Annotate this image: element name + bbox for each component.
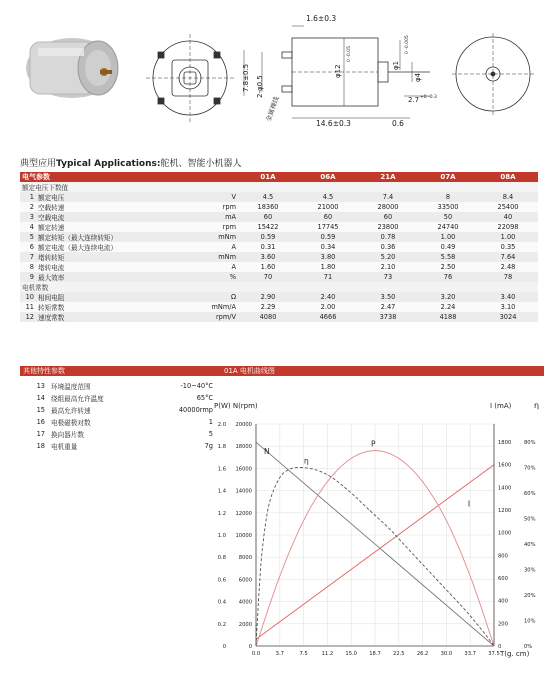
row-parameter: 堵转转矩 xyxy=(36,252,196,262)
other-name: 电极磁极对数 xyxy=(51,419,91,427)
row-value: 25400 xyxy=(478,202,538,212)
section-rated-label: 额定电压下数值 xyxy=(20,182,538,192)
x-tick-label: 15.0 xyxy=(345,651,357,657)
eff-tick-label: 60% xyxy=(524,491,536,497)
model-07a: 07A xyxy=(418,172,478,182)
dim-phi12: φ12 xyxy=(334,64,342,78)
dim-7-8: 7.8±0.5 xyxy=(242,63,250,92)
table-row xyxy=(20,242,538,252)
row-value: 0.31 xyxy=(238,242,298,252)
row-value: 1.00 xyxy=(418,232,478,242)
motor-photo xyxy=(26,38,118,98)
list-item xyxy=(28,440,216,452)
table-row xyxy=(20,202,538,212)
row-value: 4666 xyxy=(298,312,358,322)
row-unit: A xyxy=(196,242,238,252)
row-parameter: 空载转速 xyxy=(36,202,196,212)
row-value: 2.00 xyxy=(298,302,358,312)
row-value: 8 xyxy=(418,192,478,202)
y-tick-label-p: 1.0 xyxy=(217,533,226,539)
row-parameter: 额定电流（最大连续电流） xyxy=(36,242,196,252)
x-tick-label: 33.7 xyxy=(464,651,476,657)
dim-phi12-tol: 0 -0.05 xyxy=(347,46,352,62)
y-tick-label: 0 xyxy=(248,644,252,650)
other-val: -10~40°C xyxy=(180,382,213,390)
row-value: 2.10 xyxy=(358,262,418,272)
y-tick-label: 2000 xyxy=(238,621,252,628)
row-value: 33500 xyxy=(418,202,478,212)
model-06a: 06A xyxy=(298,172,358,182)
row-unit: Ω xyxy=(196,292,238,302)
row-unit: mNm/A xyxy=(196,302,238,312)
row-value: 1.60 xyxy=(238,262,298,272)
row-value: 0.36 xyxy=(358,242,418,252)
y-tick-label-p: 0.4 xyxy=(217,599,226,606)
list-item xyxy=(28,380,216,392)
other-val: 65°C xyxy=(196,394,213,402)
current-tick-label: 1600 xyxy=(498,462,512,469)
eff-tick-label: 80% xyxy=(524,440,536,446)
table-row xyxy=(20,302,538,312)
series-label: P xyxy=(371,439,376,449)
section-constants xyxy=(20,282,538,292)
y-tick-label: 4000 xyxy=(238,599,252,606)
row-number: 8 xyxy=(20,262,36,272)
row-unit: mA xyxy=(196,212,238,222)
other-n: 16 xyxy=(36,418,45,426)
y-tick-label-p: 0.8 xyxy=(217,555,226,562)
dim-2-7: 2.7 xyxy=(408,96,420,104)
x-tick-label: 18.7 xyxy=(369,651,381,657)
row-number: 5 xyxy=(20,232,36,242)
row-value: 28000 xyxy=(358,202,418,212)
row-value: 73 xyxy=(358,272,418,282)
y-tick-label-p: 1.8 xyxy=(217,444,226,451)
eff-axis-label: η xyxy=(534,401,540,410)
table-row xyxy=(20,252,538,262)
row-value: 17745 xyxy=(298,222,358,232)
other-n: 17 xyxy=(36,430,45,438)
row-parameter: 转矩常数 xyxy=(36,302,196,312)
row-number: 9 xyxy=(20,272,36,282)
eff-tick-label: 0% xyxy=(524,644,533,650)
y-tick-label: 6000 xyxy=(238,577,252,584)
motor-curve-chart xyxy=(210,396,560,674)
other-params-table xyxy=(28,380,216,452)
motor-drawings xyxy=(0,0,560,150)
section-rated xyxy=(20,182,538,192)
row-value: 2.47 xyxy=(358,302,418,312)
section-constants-label: 电机常数 xyxy=(20,282,538,292)
front-view-drawing xyxy=(146,34,234,122)
list-item xyxy=(28,404,216,416)
other-val: 40000rmp xyxy=(178,406,213,414)
applications-items: 舵机、智能小机器人 xyxy=(160,159,242,169)
y-tick-label-p: 1.6 xyxy=(217,466,226,473)
x-tick-label: 30.0 xyxy=(440,651,453,657)
eff-tick-label: 50% xyxy=(524,516,536,523)
y-tick-label-p: 0 xyxy=(222,644,226,650)
dim-phi1-tol: 0 -0.005 xyxy=(405,35,410,54)
row-value: 2.48 xyxy=(478,262,538,272)
left-axis-label: P(W) N(rpm) xyxy=(214,402,258,410)
row-unit: A xyxy=(196,262,238,272)
row-value: 60 xyxy=(358,212,418,222)
spec-header-row xyxy=(20,172,538,182)
row-unit: mNm xyxy=(196,252,238,262)
y-tick-label: 14000 xyxy=(235,488,252,495)
other-params-header: 其他特性参数 xyxy=(20,366,219,376)
row-unit: mNm xyxy=(196,232,238,242)
y-tick-label-p: 0.6 xyxy=(217,577,226,584)
row-value: 3.80 xyxy=(298,252,358,262)
row-value: 76 xyxy=(418,272,478,282)
row-value: 3024 xyxy=(478,312,538,322)
row-value: 15422 xyxy=(238,222,298,232)
table-row xyxy=(20,212,538,222)
electrical-spec-table xyxy=(20,172,538,322)
y-tick-label: 10000 xyxy=(235,533,252,539)
eff-tick-label: 70% xyxy=(524,465,536,472)
eff-tick-label: 10% xyxy=(524,618,536,625)
eff-tick-label: 40% xyxy=(524,542,536,548)
rear-view-drawing xyxy=(452,33,534,115)
dim-1-6: 1.6±0.3 xyxy=(306,14,337,23)
current-axis-label: I (mA) xyxy=(490,402,512,410)
model-21a: 21A xyxy=(358,172,418,182)
row-value: 2.29 xyxy=(238,302,298,312)
row-value: 71 xyxy=(298,272,358,282)
x-tick-label: 0.0 xyxy=(251,651,261,657)
x-tick-label: 3.7 xyxy=(275,651,284,657)
row-parameter: 额定电压 xyxy=(36,192,196,202)
row-parameter: 速度常数 xyxy=(36,312,196,322)
row-value: 0.34 xyxy=(298,242,358,252)
row-value: 3.20 xyxy=(418,292,478,302)
row-parameter: 堵转电流 xyxy=(36,262,196,272)
row-value: 78 xyxy=(478,272,538,282)
current-tick-label: 0 xyxy=(498,644,502,650)
row-number: 1 xyxy=(20,192,36,202)
row-unit: rpm/V xyxy=(196,312,238,322)
row-value: 40 xyxy=(478,212,538,222)
row-number: 3 xyxy=(20,212,36,222)
row-value: 2.40 xyxy=(298,292,358,302)
list-item xyxy=(28,416,216,428)
dim-2-7-tol: +0 -0.3 xyxy=(420,95,437,100)
row-value: 60 xyxy=(298,212,358,222)
row-value: 1.80 xyxy=(298,262,358,272)
row-value: 0.59 xyxy=(298,232,358,242)
row-value: 18360 xyxy=(238,202,298,212)
current-tick-label: 1000 xyxy=(498,530,512,537)
current-tick-label: 400 xyxy=(498,598,508,605)
row-value: 5.20 xyxy=(358,252,418,262)
x-axis-label: T(g. cm) xyxy=(500,650,530,658)
list-item xyxy=(28,392,216,404)
row-value: 24740 xyxy=(418,222,478,232)
row-value: 3.50 xyxy=(358,292,418,302)
current-tick-label: 1400 xyxy=(498,485,512,492)
row-number: 12 xyxy=(20,312,36,322)
row-value: 0.49 xyxy=(418,242,478,252)
row-value: 4.5 xyxy=(298,192,358,202)
applications-label: Typical Applications: xyxy=(56,159,161,169)
series-label: N xyxy=(264,447,270,457)
typical-applications xyxy=(20,156,242,169)
row-number: 6 xyxy=(20,242,36,252)
y-tick-label-p: 1.4 xyxy=(217,488,226,495)
row-value: 60 xyxy=(238,212,298,222)
model-01a: 01A xyxy=(238,172,298,182)
y-tick-label: 12000 xyxy=(235,510,252,517)
row-parameter: 额定转矩（最大连续转矩） xyxy=(36,232,196,242)
y-tick-label: 8000 xyxy=(238,555,252,562)
row-value: 8.4 xyxy=(478,192,538,202)
row-value: 2.50 xyxy=(418,262,478,272)
current-tick-label: 600 xyxy=(498,576,508,582)
x-tick-label: 11.2 xyxy=(321,651,334,657)
row-value: 3.40 xyxy=(478,292,538,302)
y-tick-label-p: 1.2 xyxy=(217,510,226,517)
row-value: 2.90 xyxy=(238,292,298,302)
applications-prefix: 典型应用 xyxy=(20,159,57,169)
y-tick-label: 20000 xyxy=(235,422,252,428)
row-unit: rpm xyxy=(196,202,238,212)
table-row xyxy=(20,262,538,272)
row-parameter: 最大效率 xyxy=(36,272,196,282)
row-value: 50 xyxy=(418,212,478,222)
series-label: η xyxy=(304,456,309,466)
spec-header-title: 电气参数 xyxy=(20,172,196,182)
row-value: 70 xyxy=(238,272,298,282)
row-number: 11 xyxy=(20,302,36,312)
row-value: 3738 xyxy=(358,312,418,322)
row-unit: % xyxy=(196,272,238,282)
dim-phi4: φ4 xyxy=(414,72,422,82)
row-value: 23800 xyxy=(358,222,418,232)
other-name: 绕组最高允许温度 xyxy=(51,395,104,403)
row-value: 5.58 xyxy=(418,252,478,262)
dim-0-6: 0.6 xyxy=(392,119,404,128)
table-row xyxy=(20,222,538,232)
dim-14-6: 14.6±0.3 xyxy=(316,119,351,128)
row-value: 4080 xyxy=(238,312,298,322)
other-n: 13 xyxy=(36,382,45,390)
row-value: 3.60 xyxy=(238,252,298,262)
row-value: 0.59 xyxy=(238,232,298,242)
row-number: 4 xyxy=(20,222,36,232)
other-n: 18 xyxy=(36,442,45,450)
x-tick-label: 7.5 xyxy=(299,651,308,657)
other-val: 1 xyxy=(208,418,213,426)
other-name: 换向器片数 xyxy=(51,431,84,439)
row-parameter: 空载电流 xyxy=(36,212,196,222)
dim-phi1: φ1 xyxy=(392,60,400,70)
row-value: 0.35 xyxy=(478,242,538,252)
current-tick-label: 800 xyxy=(498,553,508,560)
row-value: 21000 xyxy=(298,202,358,212)
eff-tick-label: 30% xyxy=(524,567,536,574)
row-value: 2.24 xyxy=(418,302,478,312)
row-parameter: 相间电阻 xyxy=(36,292,196,302)
y-tick-label-p: 2.0 xyxy=(217,422,226,428)
terminal-label: 金属裸线 xyxy=(264,95,281,123)
table-row xyxy=(20,232,538,242)
list-item xyxy=(28,428,216,440)
row-number: 7 xyxy=(20,252,36,262)
other-name: 环境温度范围 xyxy=(51,383,91,391)
other-val: 5 xyxy=(208,430,213,438)
curve-header: 01A 电机曲线图 xyxy=(218,366,544,376)
table-row xyxy=(20,292,538,302)
dim-2-phi: 2-φ0.5 xyxy=(256,75,264,98)
row-value: 7.64 xyxy=(478,252,538,262)
table-row xyxy=(20,272,538,282)
eff-tick-label: 20% xyxy=(524,593,536,599)
row-value: 0.78 xyxy=(358,232,418,242)
current-tick-label: 200 xyxy=(498,621,508,628)
other-name: 电机重量 xyxy=(51,443,78,451)
row-parameter: 额定转速 xyxy=(36,222,196,232)
row-value: 7.4 xyxy=(358,192,418,202)
row-value: 4188 xyxy=(418,312,478,322)
x-tick-label: 22.5 xyxy=(393,651,405,657)
series-label: I xyxy=(467,499,471,509)
row-value: 22098 xyxy=(478,222,538,232)
row-number: 2 xyxy=(20,202,36,212)
other-n: 15 xyxy=(36,406,45,414)
x-tick-label: 37.5 xyxy=(488,651,500,657)
row-value: 1.00 xyxy=(478,232,538,242)
row-unit: rpm xyxy=(196,222,238,232)
row-value: 3.10 xyxy=(478,302,538,312)
table-row xyxy=(20,312,538,322)
other-val: 7g xyxy=(204,442,213,450)
other-n: 14 xyxy=(36,394,45,402)
current-tick-label: 1200 xyxy=(498,508,512,514)
row-number: 10 xyxy=(20,292,36,302)
y-tick-label: 18000 xyxy=(235,444,252,451)
row-unit: V xyxy=(196,192,238,202)
table-row xyxy=(20,192,538,202)
x-tick-label: 26.2 xyxy=(416,651,429,657)
row-value: 4.5 xyxy=(238,192,298,202)
y-tick-label: 16000 xyxy=(235,466,252,473)
y-tick-label-p: 0.2 xyxy=(217,621,226,628)
model-08a: 08A xyxy=(478,172,538,182)
current-tick-label: 1800 xyxy=(498,440,512,446)
other-name: 最高允许转速 xyxy=(51,407,91,415)
